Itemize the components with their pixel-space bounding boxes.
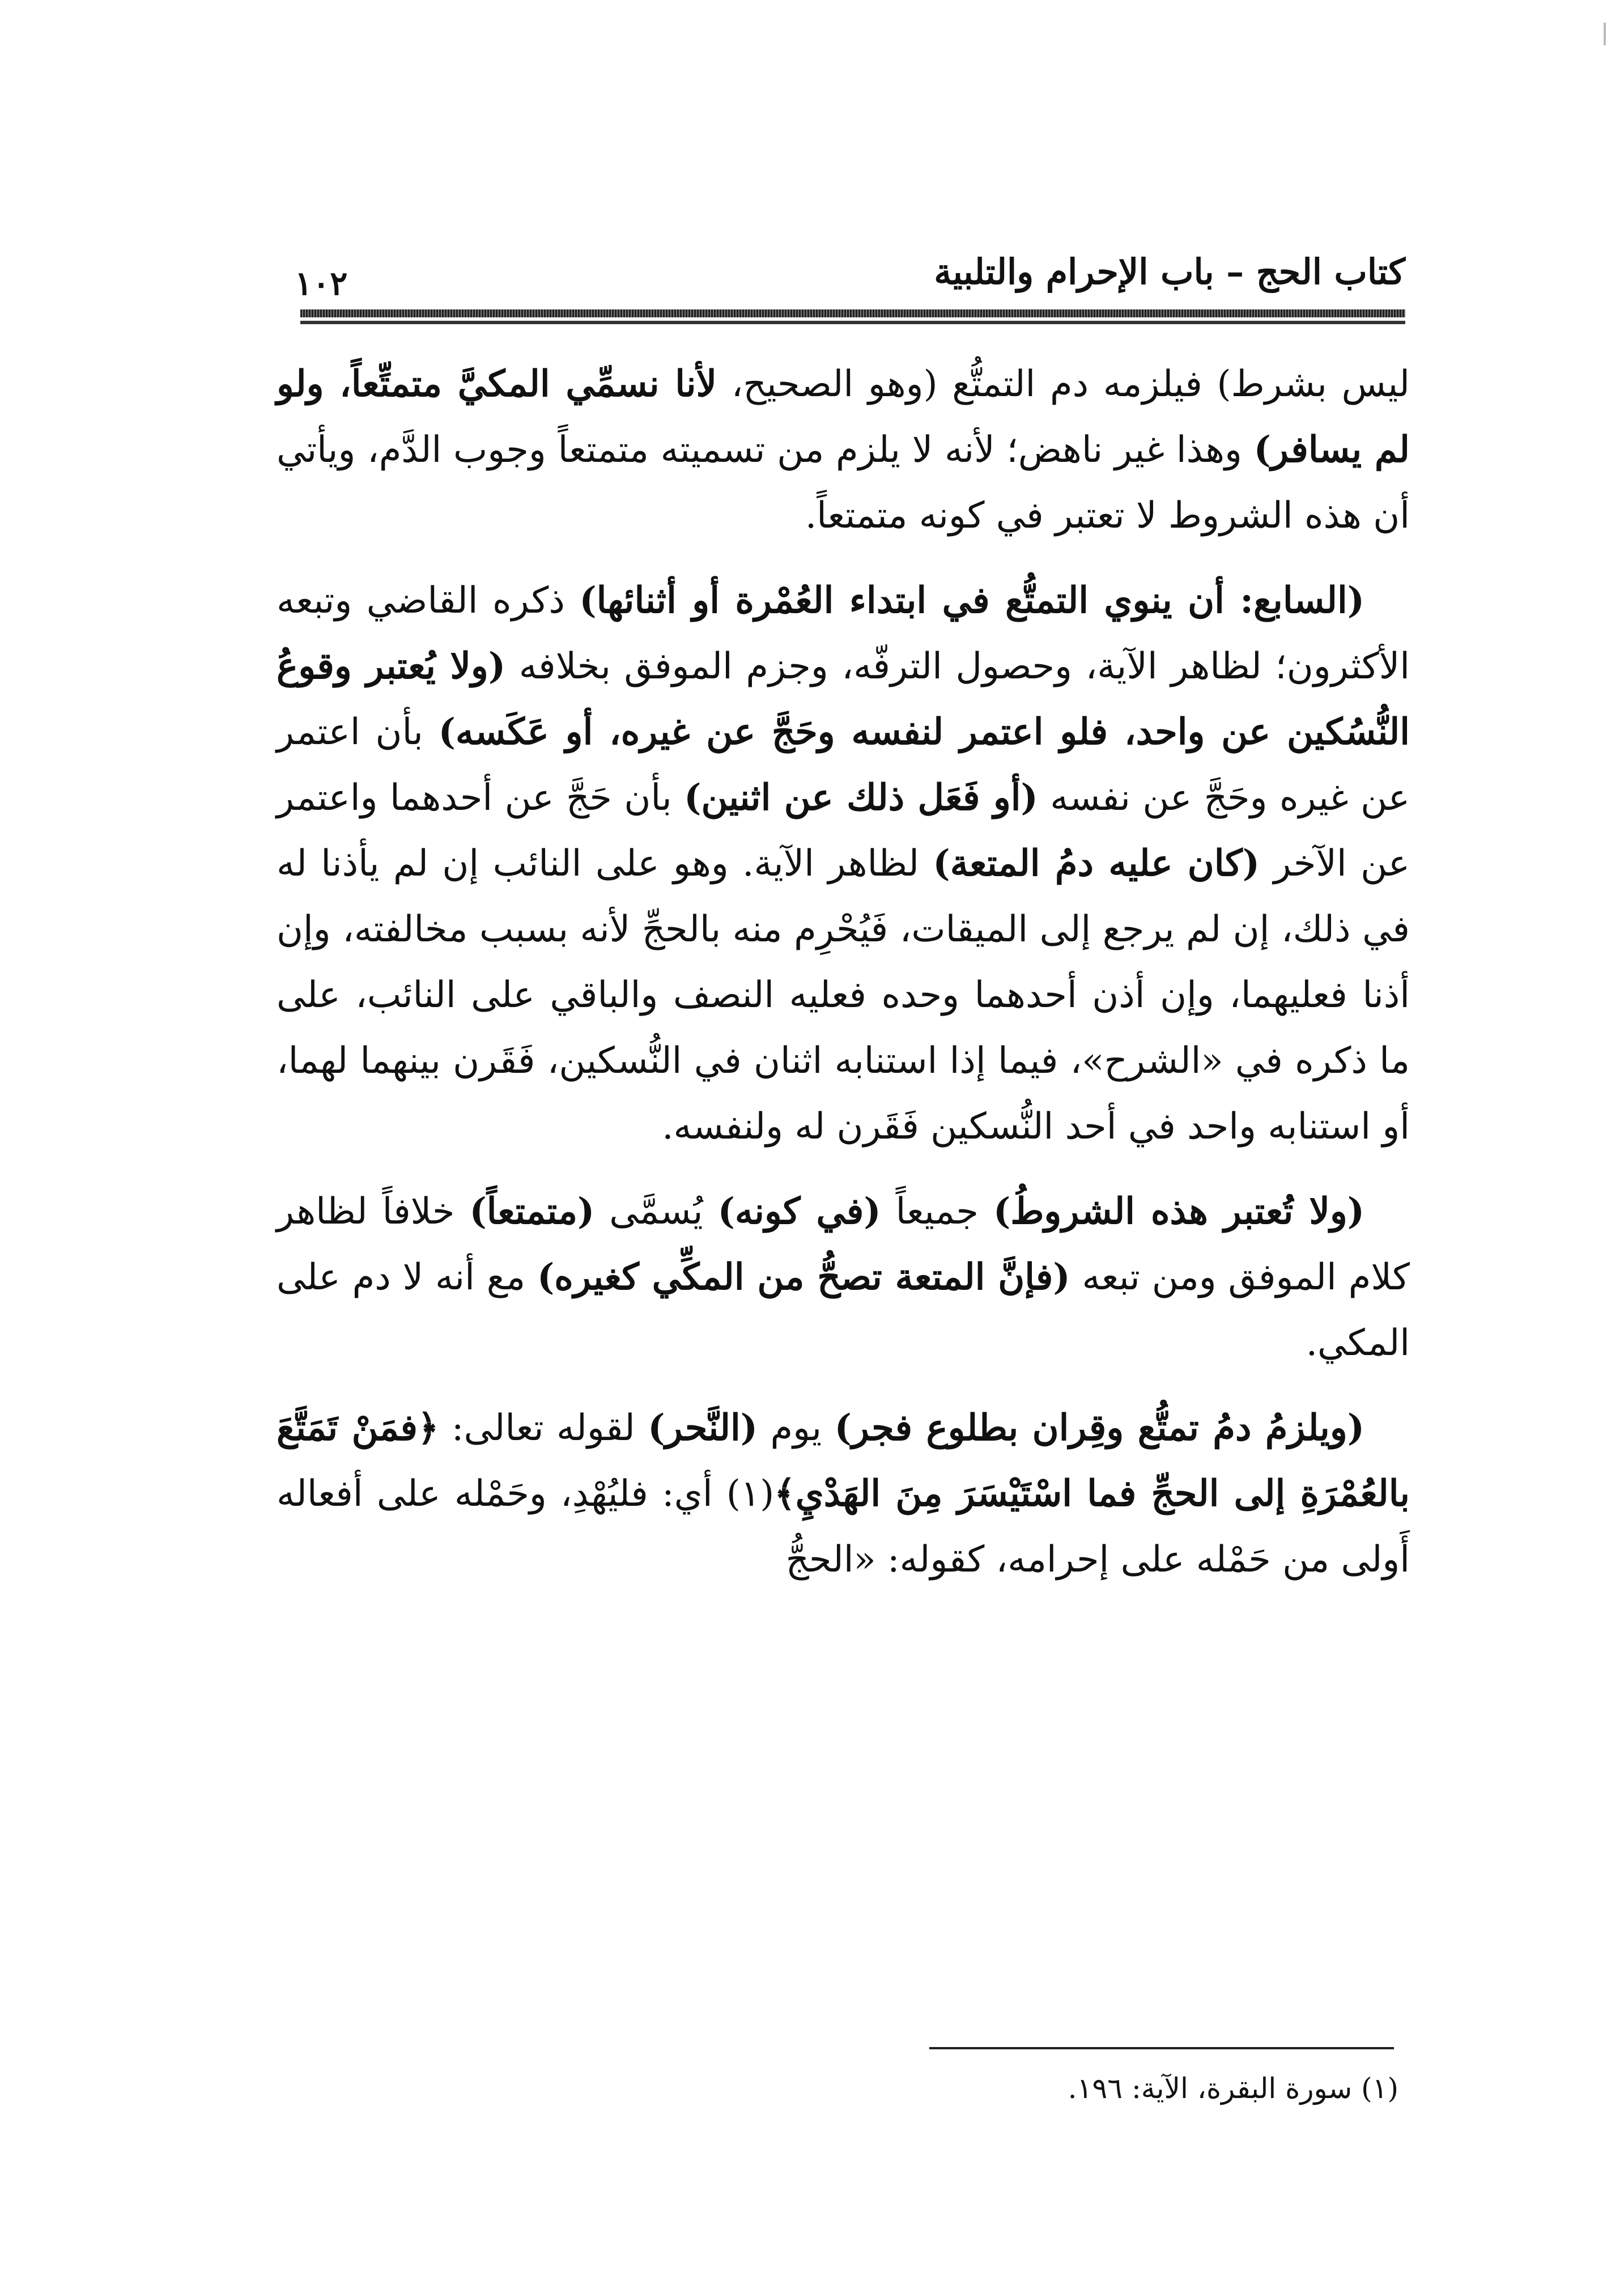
matn-segment: (النَّحر): [648, 1407, 758, 1449]
sharh-segment: وهذا غير ناهض؛ لأنه لا يلزم من تسميته متمتعاً وجوب الدَّم، ويأتي أن هذه الشروط لا تعتبر في كونه متمتعاً.: [277, 429, 1410, 537]
header-rule-thin: [300, 321, 1405, 324]
sharh-segment: ليس بشرط) فيلزمه دم التمتُّع (وهو الصحيح،: [717, 363, 1410, 405]
sharh-segment: ذكره القاضي وتبعه الأكثرون؛ لظاهر الآية، وحصول الترفّه، وجزم الموفق بخلافه: [277, 580, 1410, 687]
matn-segment: (متمتعاً): [469, 1190, 595, 1233]
sharh-segment: جميعاً: [881, 1191, 993, 1233]
running-header: [295, 244, 1405, 312]
footnote-item: (١) سورة البقرة، الآية: ١٩٦.: [1068, 2072, 1398, 2105]
header-title: كتاب الحج – باب الإحرام والتلبية: [934, 251, 1405, 292]
matn-segment: (فإنَّ المتعة تصحُّ من المكِّي كغيره): [537, 1256, 1070, 1298]
sharh-segment: بأن حَجَّ عن أحدهما واعتمر عن الآخر: [277, 777, 1410, 885]
paragraph: [277, 1179, 1410, 1376]
paragraph: [277, 1395, 1410, 1593]
body-text: [277, 351, 1410, 1612]
matn-segment: (كان عليه دمُ المتعة): [933, 842, 1260, 885]
page-number: ١٠٢: [295, 264, 348, 303]
matn-segment: ﴿فمَنْ تَمَتَّعَ بالعُمْرَةِ إلى الحجِّ فما اسْتَيْسَرَ مِنَ الهَدْيِ﴾: [277, 1407, 1410, 1515]
scan-mark: [1604, 23, 1606, 45]
matn-segment: (في كونه): [717, 1190, 881, 1233]
header-rule: [300, 309, 1405, 317]
sharh-segment: يُسمَّى: [594, 1191, 718, 1233]
matn-segment: (ولا تُعتبر هذه الشروطُ): [993, 1190, 1365, 1233]
sharh-segment: خلافاً لظاهر كلام الموفق ومن تبعه: [277, 1191, 1410, 1298]
footnote-rule: [929, 2047, 1394, 2049]
matn-segment: (ويلزمُ دمُ تمتُّع وقِران بطلوع فجر): [834, 1407, 1365, 1449]
footnotes: [277, 2063, 1398, 2114]
sharh-segment: (١) أي: فليُهْدِ، وحَمْله على أفعاله أَولى من حَمْله على إحرامه، كقوله: «الحجُّ: [277, 1473, 1410, 1581]
matn-segment: (ولا يُعتبر وقوعُ النُّسُكين عن واحد، فلو اعتمر لنفسه وحَجَّ عن غيره، أو عَكَسه): [277, 645, 1410, 753]
sharh-segment: مع أنه لا دم على المكي.: [277, 1256, 1410, 1364]
sharh-segment: يوم: [758, 1407, 835, 1449]
paragraph: [277, 568, 1410, 1160]
matn-segment: (أو فَعَل ذلك عن اثنين): [684, 776, 1038, 819]
matn-segment: لأنا نسمِّي المكيَّ متمتِّعاً، ولو لم يسافر): [277, 363, 1410, 471]
paragraph: [277, 351, 1410, 549]
sharh-segment: لظاهر الآية. وهو على النائب إن لم يأذنا له في ذلك، إن لم يرجع إلى الميقات، فَيُحْرِم منه بالحجِّ لأنه بسبب مخالفته، وإن أذنا فعليهما، وإن أذن أحدهما وحده فعليه النصف والباقي على النائب، على ما ذكره في «الشرح»، فيما إذا استنابه اثنان في النُّسكين، فَقَرن بينهما لهما، أو استنابه واحد في أحد النُّسكين فَقَرن له ولنفسه.: [277, 843, 1410, 1148]
sharh-segment: لقوله تعالى:: [439, 1407, 648, 1449]
matn-segment: (السابع: أن ينوي التمتُّع في ابتداء العُمْرة أو أثنائها): [579, 579, 1365, 622]
sharh-segment: بأن اعتمر عن غيره وحَجَّ عن نفسه: [277, 711, 1410, 819]
